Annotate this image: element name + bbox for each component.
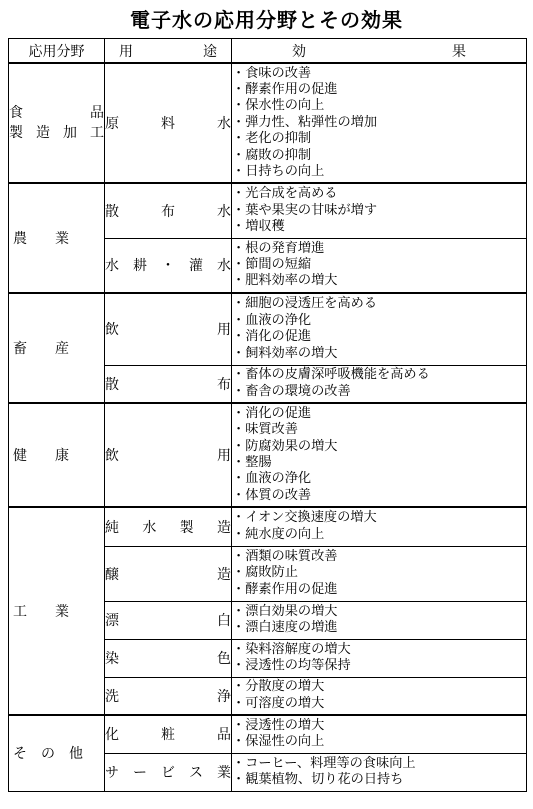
use-cell: 散 布 xyxy=(105,365,232,403)
effect-item: ・ 味質改善 xyxy=(232,422,526,438)
effect-item: ・ 浸透性の増大 xyxy=(232,718,526,734)
effect-item: ・ 腐敗の抑制 xyxy=(232,148,526,164)
field-food-label xyxy=(9,103,104,143)
effect-item: ・ 整腸 xyxy=(232,455,526,471)
table-header-row xyxy=(9,39,527,64)
use-cell: 散 布 水 xyxy=(105,183,232,238)
effect-item: ・ 光合成を高める xyxy=(232,186,526,202)
use-cell: 染 色 xyxy=(105,639,232,677)
effect-item: ・ 血液の浄化 xyxy=(232,313,526,329)
effect-item: ・ 酵素作用の促進 xyxy=(232,82,526,98)
effect-item: ・ 防腐効果の増大 xyxy=(232,439,526,455)
effect-item: ・ 腐敗防止 xyxy=(232,565,526,581)
effects-cell xyxy=(232,183,527,238)
effects-cell xyxy=(232,293,527,365)
effect-item: ・ 日持ちの向上 xyxy=(232,164,526,180)
effect-item: ・ コーヒー、料理等の食味向上 xyxy=(232,756,526,772)
effects-cell xyxy=(232,546,527,601)
use-cell: 飲 用 xyxy=(105,403,232,507)
effects-cell xyxy=(232,753,527,791)
use-cell: 化 粧 品 xyxy=(105,715,232,753)
effect-item: ・ 純水度の向上 xyxy=(232,527,526,543)
effects-cell xyxy=(232,365,527,403)
effect-item: ・ 畜体の皮膚深呼吸機能を高める xyxy=(232,367,526,383)
field-agriculture: 農 業 xyxy=(9,183,105,293)
effects-cell xyxy=(232,403,527,507)
table-row xyxy=(9,183,527,238)
effect-item: ・ 染料溶解度の増大 xyxy=(232,642,526,658)
use-cell: サービス業 xyxy=(105,753,232,791)
applications-table xyxy=(8,38,527,792)
effect-item: ・ 浸透性の均等保持 xyxy=(232,658,526,674)
effect-item: ・ 老化の抑制 xyxy=(232,131,526,147)
page-title: 電子水の応用分野とその効果 xyxy=(130,8,403,32)
effect-item: ・ 酵素作用の促進 xyxy=(232,582,526,598)
field-food xyxy=(9,63,105,183)
table-row xyxy=(9,403,527,507)
effect-item: ・ 消化の促進 xyxy=(232,406,526,422)
effect-item: ・ 根の発育増進 xyxy=(232,241,526,257)
effect-item: ・ 保水性の向上 xyxy=(232,98,526,114)
effects-cell xyxy=(232,715,527,753)
effect-item: ・ 体質の改善 xyxy=(232,488,526,504)
header-field: 応用分野 xyxy=(9,39,105,64)
use-cell: 醸 造 xyxy=(105,546,232,601)
field-health: 健 康 xyxy=(9,403,105,507)
effects-cell xyxy=(232,63,527,183)
effects-cell xyxy=(232,677,527,715)
table-row xyxy=(9,293,527,365)
field-food-line: 食 品 xyxy=(9,105,104,121)
use-cell: 純水製造 xyxy=(105,507,232,546)
field-livestock: 畜 産 xyxy=(9,293,105,403)
effect-item: ・ 飼料効率の増大 xyxy=(232,346,526,362)
effect-item: ・ 保湿性の向上 xyxy=(232,734,526,750)
field-industry: 工 業 xyxy=(9,507,105,715)
effect-item: ・ 弾力性、粘弾性の増加 xyxy=(232,115,526,131)
use-cell: 水耕・灌水 xyxy=(105,238,232,293)
effects-cell xyxy=(232,507,527,546)
header-effect: 効 果 xyxy=(232,39,527,64)
use-cell: 漂 白 xyxy=(105,601,232,639)
effect-item: ・ 分散度の増大 xyxy=(232,679,526,695)
effect-item: ・ 消化の促進 xyxy=(232,329,526,345)
effects-cell xyxy=(232,639,527,677)
effect-item: ・ 細胞の浸透圧を高める xyxy=(232,296,526,312)
table-row xyxy=(9,715,527,753)
effect-item: ・ 食味の改善 xyxy=(232,66,526,82)
table-row xyxy=(9,63,527,183)
table-row xyxy=(9,507,527,546)
effect-item: ・ イオン交換速度の増大 xyxy=(232,510,526,526)
effect-item: ・ 酒類の味質改善 xyxy=(232,549,526,565)
use-cell: 洗 浄 xyxy=(105,677,232,715)
use-cell: 原 料 水 xyxy=(105,63,232,183)
header-use: 用 途 xyxy=(105,39,232,64)
effect-item: ・ 増収穫 xyxy=(232,219,526,235)
field-other: そ の 他 xyxy=(9,715,105,791)
effects-cell xyxy=(232,601,527,639)
effect-item: ・ 漂白速度の増進 xyxy=(232,620,526,636)
effect-item: ・ 漂白効果の増大 xyxy=(232,604,526,620)
effect-item: ・ 肥料効率の増大 xyxy=(232,273,526,289)
use-cell: 飲 用 xyxy=(105,293,232,365)
field-food-line: 製造加工 xyxy=(9,125,104,141)
effect-item: ・ 血液の浄化 xyxy=(232,471,526,487)
effect-item: ・ 畜舎の環境の改善 xyxy=(232,384,526,400)
effect-item: ・ 観葉植物、切り花の日持ち xyxy=(232,772,526,788)
effect-item: ・ 節間の短縮 xyxy=(232,257,526,273)
effects-cell xyxy=(232,238,527,293)
effect-item: ・ 可溶度の増大 xyxy=(232,696,526,712)
effect-item: ・ 葉や果実の甘味が増す xyxy=(232,203,526,219)
